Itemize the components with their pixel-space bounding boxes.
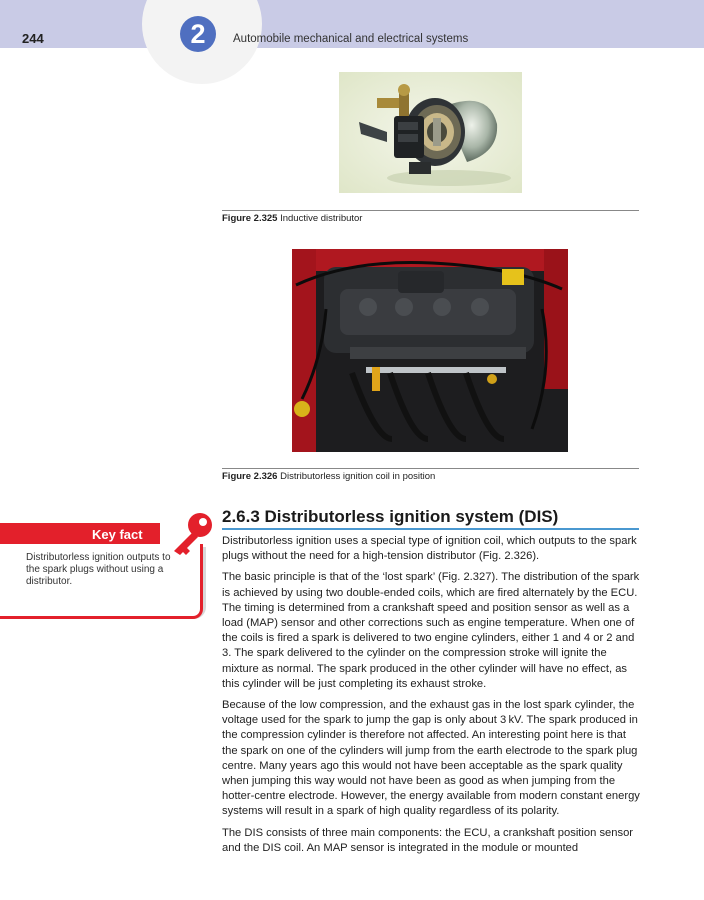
key-fact-title: Key fact — [92, 527, 143, 542]
key-fact-box — [0, 523, 212, 619]
page-header — [0, 0, 704, 48]
figure-caption-text: Inductive distributor — [280, 213, 363, 224]
chapter-number-badge: 2 — [180, 16, 216, 52]
paragraph: The basic principle is that of the ‘lost spark’ (Fig. 2.327). The distribution of the spark is achieved by using two double-ended coils, which are fired alternately by the ECU. The timing is determined from a crankshaft speed and position sensor as well as a load (MAP) sensor and other corrections such as engine temperature. When one of the coils is fired a spark is delivered to two engine cylinders, either 1 and 4 or 2 and 3. The spark delivered to the cylinder on the compression stroke will ignite the mixture as normal. The spark produced in the other cylinder will have no effect, as this cylinder will be just completing its exhaust stroke. — [222, 571, 640, 690]
figure-rule — [222, 210, 639, 211]
body-text — [222, 534, 640, 862]
running-title: Automobile mechanical and electrical systems — [233, 33, 469, 45]
engine-coil-photo — [292, 249, 568, 452]
paragraph: Distributorless ignition uses a special type of ignition coil, which outputs to the spark plugs without the need for a high-tension distributor (Fig. 2.326). — [222, 535, 637, 563]
figure-caption — [222, 471, 435, 482]
figure-caption-text: Distributorless ignition coil in position — [280, 471, 436, 482]
inductive-distributor-photo — [339, 72, 522, 193]
paragraph: Because of the low compression, and the exhaust gas in the lost spark cylinder, the voltage used for the spark to jump the gap is only about 3 kV. The spark produced in the compression cylinder is therefore not affected. An interesting point here is that the spark on one of the cylinders will jump from the earth electrode to the spark plug centre. Many years ago this would not have been acceptable as the spark quality when jumping this way would not have been as good as when jumping from the hotter-centre electrode. However, the energy available from modern constant energy systems will result in a spark of high quality regardless of its polarity. — [222, 699, 640, 818]
page-number: 244 — [22, 31, 44, 46]
paragraph: The DIS consists of three main components: the ECU, a crankshaft position sensor and the DIS coil. An MAP sensor is integrated in the module or mounted — [222, 826, 634, 854]
section-heading-rule — [222, 528, 639, 530]
section-heading: 2.6.3 Distributorless ignition system (DIS) — [222, 507, 559, 526]
figure-caption — [222, 213, 362, 224]
key-fact-text: Distributorless ignition outputs to the spark plugs without using a distributor. — [26, 552, 171, 587]
figure-label: Figure 2.325 — [222, 213, 278, 224]
figure-label: Figure 2.326 — [222, 471, 278, 482]
figure-rule — [222, 468, 639, 469]
key-icon — [170, 509, 216, 555]
